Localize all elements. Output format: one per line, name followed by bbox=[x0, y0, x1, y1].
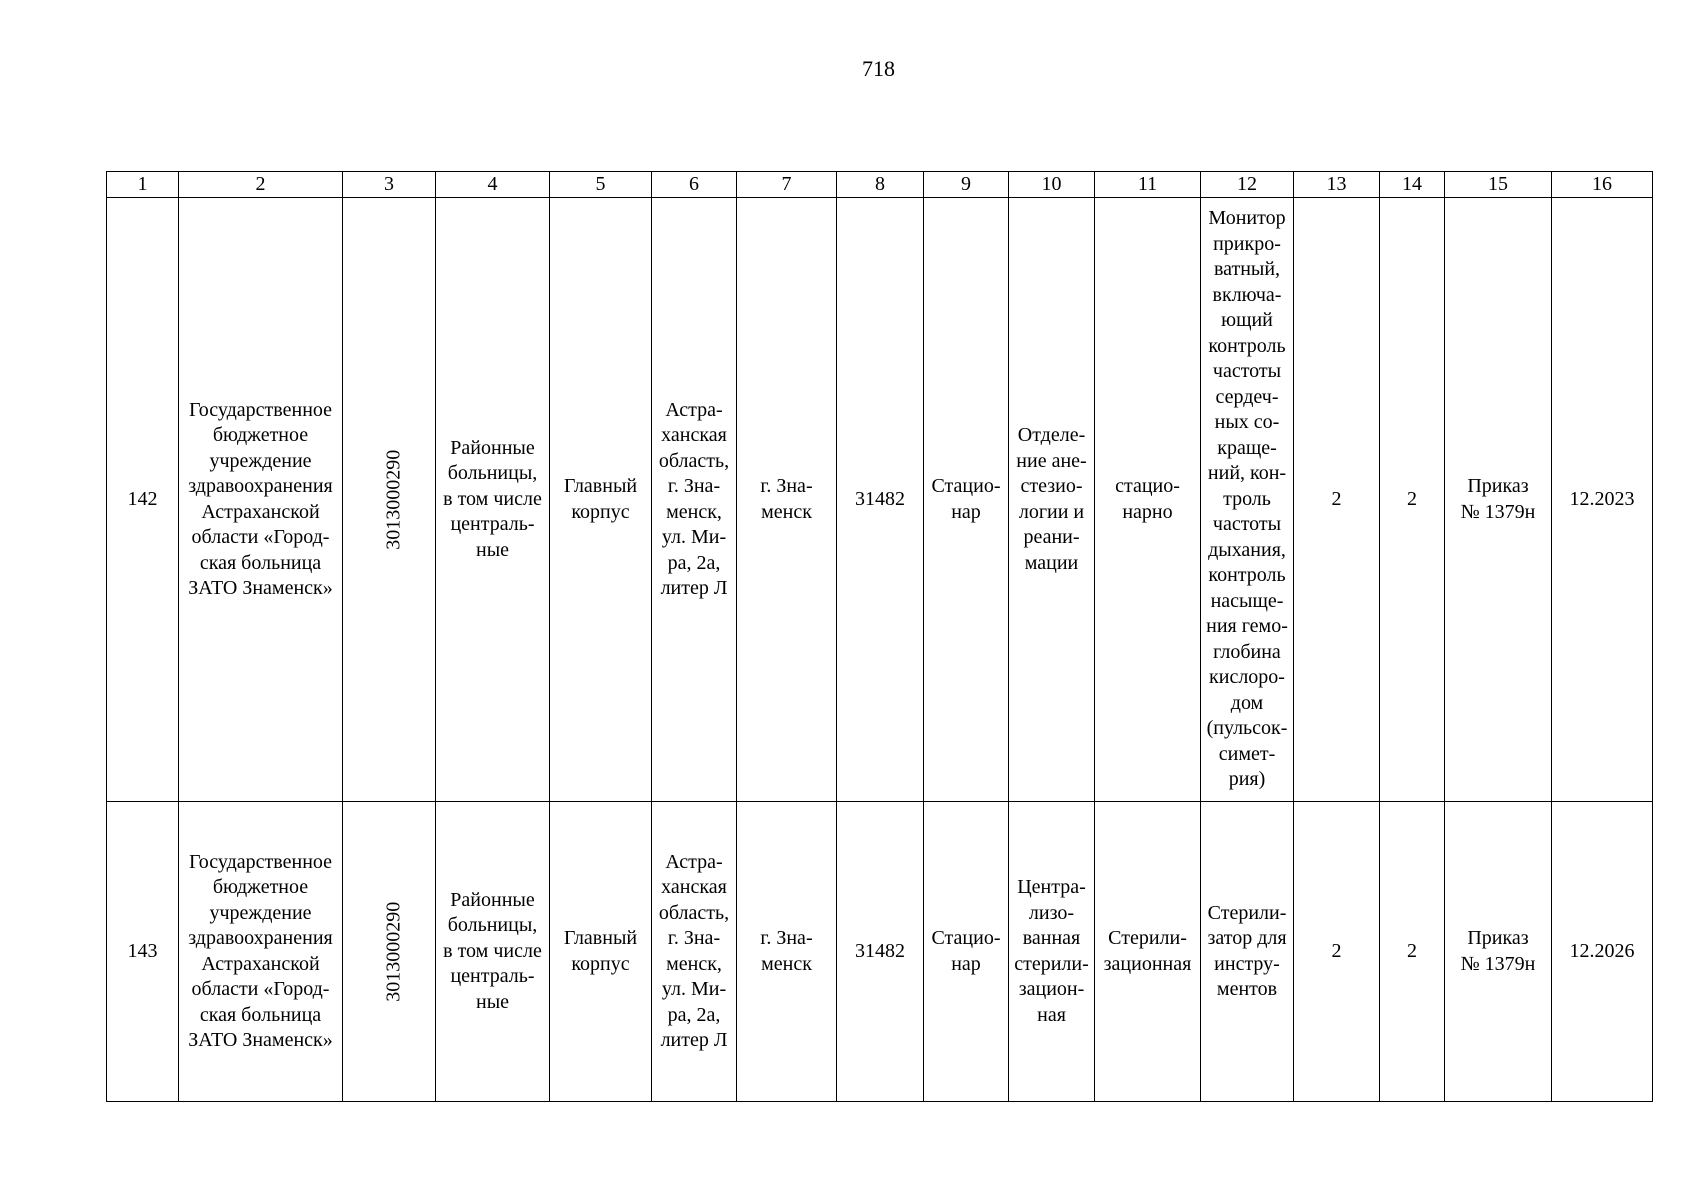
address-cell: Астра- ханская область, г. Зна- менск, ул. Ми- ра, 2а, литер Л bbox=[652, 802, 737, 1102]
column-header: 6 bbox=[652, 172, 737, 198]
registry-table bbox=[106, 171, 1653, 1102]
column-header: 1 bbox=[107, 172, 179, 198]
building-cell: Главный корпус bbox=[550, 802, 652, 1102]
organization-cell: Государственное бюджетное учреждение здравоохранения Астраханской области «Город- ская больница ЗАТО Знаменск» bbox=[179, 198, 343, 802]
equipment-cell: Монитор прикро- ватный, включа- ющий контроль частоты сердеч- ных со- краще- ний, кон- троль частоты дыхания, контроль насыще- ния гемо- глобина кислоро- дом (пульсок- симет- рия) bbox=[1201, 198, 1294, 802]
column-header: 11 bbox=[1095, 172, 1201, 198]
table-row bbox=[107, 802, 1653, 1102]
column-header: 10 bbox=[1009, 172, 1095, 198]
column-header: 4 bbox=[436, 172, 550, 198]
inn-vertical-text: 3013000290 bbox=[382, 901, 405, 1002]
column-header: 5 bbox=[550, 172, 652, 198]
column-header: 7 bbox=[737, 172, 837, 198]
column-header: 8 bbox=[837, 172, 924, 198]
page-number: 718 bbox=[862, 56, 895, 81]
department-cell: Центра- лизо- ванная стерили- зацион- ная bbox=[1009, 802, 1095, 1102]
column-header: 14 bbox=[1380, 172, 1445, 198]
address-cell: Астра- ханская область, г. Зна- менск, ул. Ми- ра, 2а, литер Л bbox=[652, 198, 737, 802]
facility-type-cell: Районные больницы, в том числе централь- ные bbox=[436, 802, 550, 1102]
column-header: 9 bbox=[924, 172, 1009, 198]
date-cell: 12.2026 bbox=[1552, 802, 1653, 1102]
inn-vertical-text: 3013000290 bbox=[382, 449, 405, 550]
inn-cell bbox=[343, 802, 436, 1102]
condition-cell: стацио- нарно bbox=[1095, 198, 1201, 802]
date-cell: 12.2023 bbox=[1552, 198, 1653, 802]
row-number: 143 bbox=[107, 802, 179, 1102]
table-row bbox=[107, 198, 1653, 802]
code-cell: 31482 bbox=[837, 802, 924, 1102]
quantity-cell: 2 bbox=[1294, 802, 1380, 1102]
order-cell: Приказ № 1379н bbox=[1445, 802, 1552, 1102]
column-header: 16 bbox=[1552, 172, 1653, 198]
order-cell: Приказ № 1379н bbox=[1445, 198, 1552, 802]
facility-type-cell: Районные больницы, в том числе централь- ные bbox=[436, 198, 550, 802]
quantity-cell: 2 bbox=[1380, 198, 1445, 802]
city-cell: г. Зна- менск bbox=[737, 802, 837, 1102]
column-header: 3 bbox=[343, 172, 436, 198]
building-cell: Главный корпус bbox=[550, 198, 652, 802]
column-header: 15 bbox=[1445, 172, 1552, 198]
column-header: 12 bbox=[1201, 172, 1294, 198]
equipment-cell: Стерили- затор для инстру- ментов bbox=[1201, 802, 1294, 1102]
care-type-cell: Стацио- нар bbox=[924, 198, 1009, 802]
city-cell: г. Зна- менск bbox=[737, 198, 837, 802]
organization-cell: Государственное бюджетное учреждение здравоохранения Астраханской области «Город- ская больница ЗАТО Знаменск» bbox=[179, 802, 343, 1102]
quantity-cell: 2 bbox=[1294, 198, 1380, 802]
column-header: 2 bbox=[179, 172, 343, 198]
code-cell: 31482 bbox=[837, 198, 924, 802]
quantity-cell: 2 bbox=[1380, 802, 1445, 1102]
header-row bbox=[107, 172, 1653, 198]
column-header: 13 bbox=[1294, 172, 1380, 198]
department-cell: Отделе- ние ане- стезио- логии и реани- мации bbox=[1009, 198, 1095, 802]
inn-cell bbox=[343, 198, 436, 802]
care-type-cell: Стацио- нар bbox=[924, 802, 1009, 1102]
condition-cell: Стерили- зационная bbox=[1095, 802, 1201, 1102]
row-number: 142 bbox=[107, 198, 179, 802]
